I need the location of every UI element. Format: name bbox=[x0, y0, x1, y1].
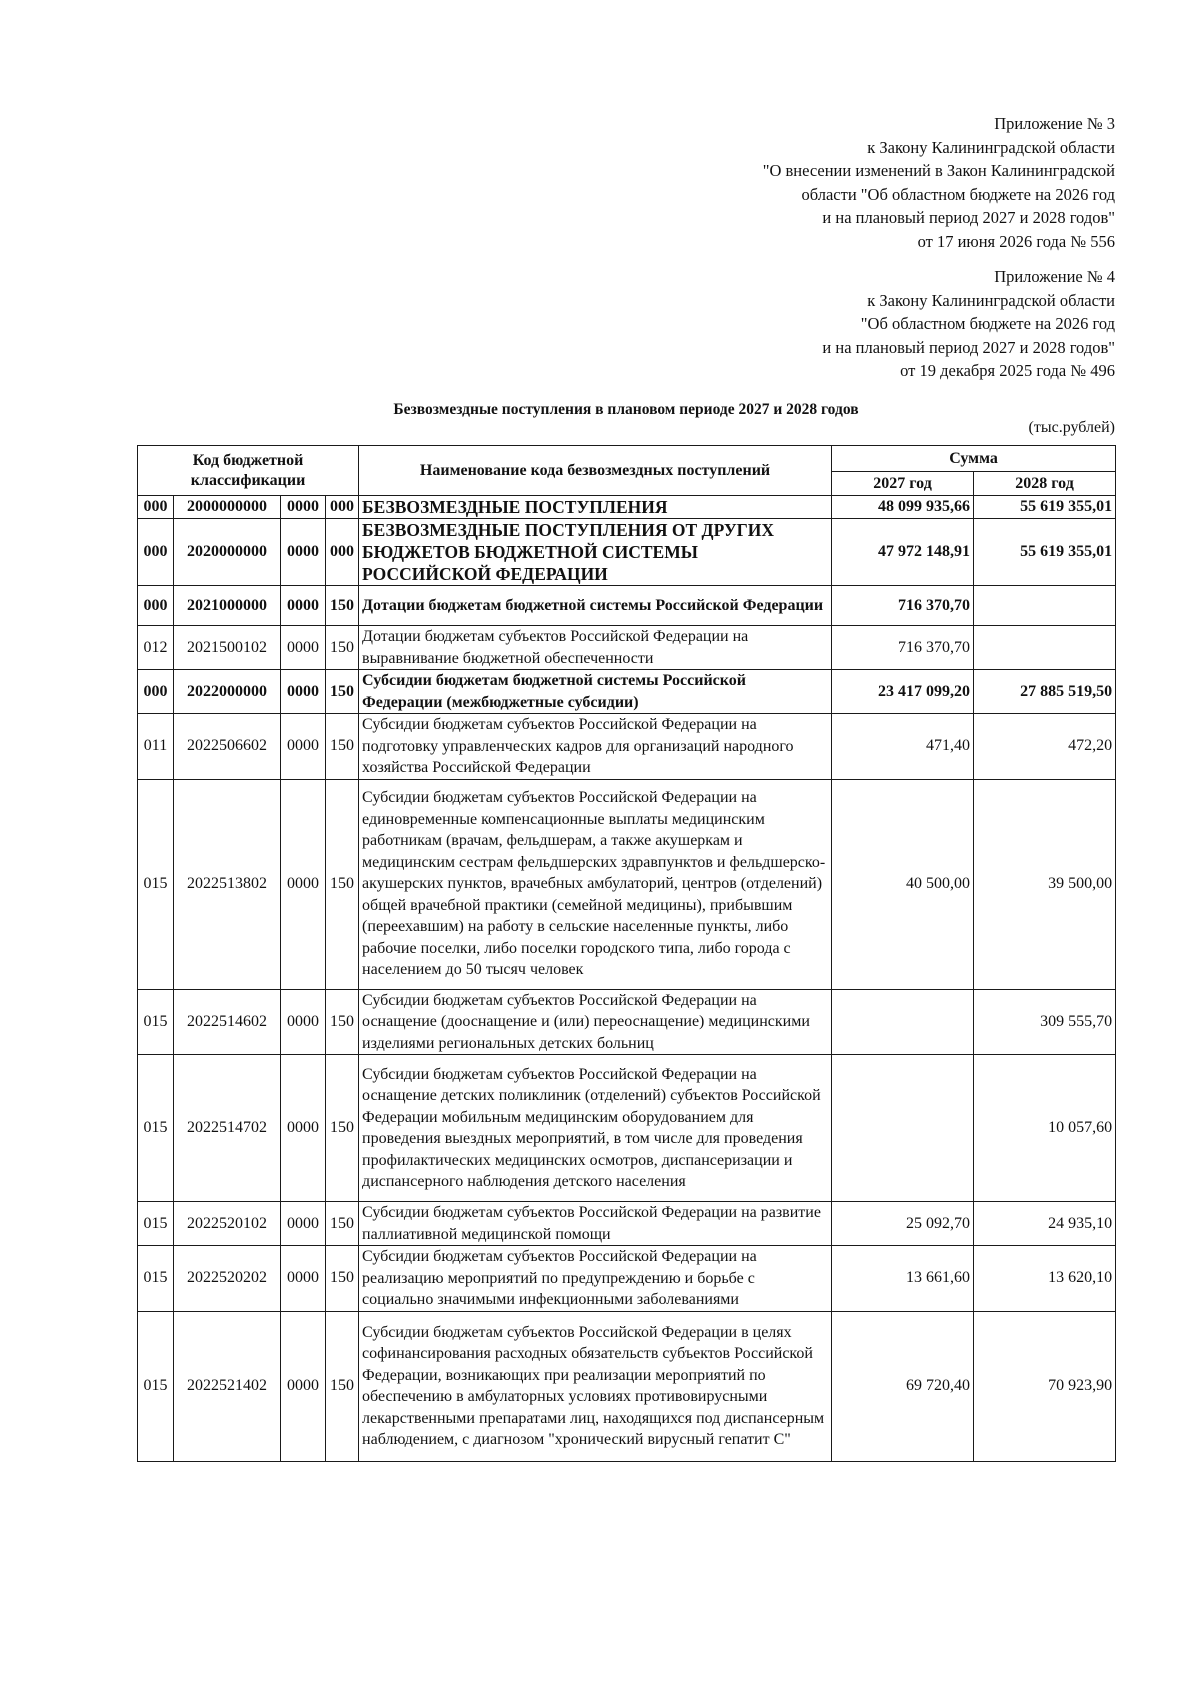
amount-2027-cell: 25 092,70 bbox=[832, 1202, 974, 1246]
table-row bbox=[138, 1202, 1116, 1246]
code-type-cell: 2022520102 bbox=[174, 1202, 281, 1246]
code-admin-cell: 000 bbox=[138, 519, 174, 586]
amount-2028-cell: 472,20 bbox=[974, 714, 1116, 780]
header-name: Наименование кода безвозмездных поступлений bbox=[359, 446, 832, 496]
amount-2028-cell: 13 620,10 bbox=[974, 1246, 1116, 1312]
amount-2027-cell: 23 417 099,20 bbox=[832, 670, 974, 714]
amount-2027-cell: 716 370,70 bbox=[832, 626, 974, 670]
code-admin-cell: 015 bbox=[138, 989, 174, 1055]
code-admin-cell: 000 bbox=[138, 670, 174, 714]
table-row bbox=[138, 1311, 1116, 1461]
code-econ-cell: 150 bbox=[326, 1246, 359, 1312]
amount-2027-cell: 471,40 bbox=[832, 714, 974, 780]
amount-2027-cell: 40 500,00 bbox=[832, 779, 974, 989]
amount-2028-cell: 55 619 355,01 bbox=[974, 496, 1116, 519]
name-cell: Субсидии бюджетам субъектов Российской Федерации на оснащение (дооснащение и (или) переоснащение) медицинскими изделиями региональных детских больниц bbox=[359, 989, 832, 1055]
header-sum: Сумма bbox=[832, 446, 1116, 472]
table-row bbox=[138, 519, 1116, 586]
code-admin-cell: 015 bbox=[138, 1055, 174, 1202]
code-econ-cell: 150 bbox=[326, 714, 359, 780]
name-cell: Субсидии бюджетам субъектов Российской Федерации на единовременные компенсационные выплаты медицинским работникам (врачам, фельдшерам, а также акушеркам и медицинским сестрам фельдшерских здравпунктов и фельдшерско-акушерских пунктов, врачебных амбулаторий, центров (отделений) общей врачебной практики (семейной медицины), прибывшим (переехавшим) на работу в сельские населенные пункты, либо рабочие поселки, либо поселки городского типа, либо города с населением до 50 тысяч человек bbox=[359, 779, 832, 989]
table-row bbox=[138, 779, 1116, 989]
code-econ-cell: 150 bbox=[326, 1055, 359, 1202]
annex-line: и на плановый период 2027 и 2028 годов" bbox=[822, 337, 1115, 357]
name-cell: БЕЗВОЗМЕЗДНЫЕ ПОСТУПЛЕНИЯ bbox=[359, 496, 832, 519]
code-type-cell: 2020000000 bbox=[174, 519, 281, 586]
code-type-cell: 2022520202 bbox=[174, 1246, 281, 1312]
code-program-cell: 0000 bbox=[281, 714, 326, 780]
code-program-cell: 0000 bbox=[281, 670, 326, 714]
table-row bbox=[138, 626, 1116, 670]
amount-2027-cell: 716 370,70 bbox=[832, 586, 974, 626]
annex-4-header bbox=[822, 265, 1115, 383]
annex-line: Приложение № 4 bbox=[994, 267, 1115, 286]
table-body bbox=[138, 496, 1116, 1462]
code-type-cell: 2022514702 bbox=[174, 1055, 281, 1202]
table-row bbox=[138, 1246, 1116, 1312]
annex-line: к Закону Калининградской области bbox=[867, 137, 1115, 157]
code-program-cell: 0000 bbox=[281, 496, 326, 519]
code-econ-cell: 150 bbox=[326, 626, 359, 670]
amount-2028-cell: 309 555,70 bbox=[974, 989, 1116, 1055]
annex-line: к Закону Калининградской области bbox=[867, 290, 1115, 310]
amount-2028-cell: 39 500,00 bbox=[974, 779, 1116, 989]
code-type-cell: 2000000000 bbox=[174, 496, 281, 519]
code-admin-cell: 015 bbox=[138, 1311, 174, 1461]
code-program-cell: 0000 bbox=[281, 519, 326, 586]
annex-line: "О внесении изменений в Закон Калининградской bbox=[762, 161, 1115, 180]
annex-line: Приложение № 3 bbox=[994, 114, 1115, 133]
code-admin-cell: 011 bbox=[138, 714, 174, 780]
annex-line: области "Об областном бюджете на 2026 год bbox=[801, 184, 1115, 204]
name-cell: Субсидии бюджетам субъектов Российской Федерации на реализацию мероприятий по предупреждению и борьбе с социально значимыми инфекционными заболеваниями bbox=[359, 1246, 832, 1312]
name-cell: Дотации бюджетам субъектов Российской Федерации на выравнивание бюджетной обеспеченности bbox=[359, 626, 832, 670]
header-2027: 2027 год bbox=[832, 472, 974, 496]
name-cell: Субсидии бюджетам бюджетной системы Российской Федерации (межбюджетные субсидии) bbox=[359, 670, 832, 714]
amount-2027-cell bbox=[832, 989, 974, 1055]
amount-2027-cell: 69 720,40 bbox=[832, 1311, 974, 1461]
amount-2028-cell: 27 885 519,50 bbox=[974, 670, 1116, 714]
name-cell: Субсидии бюджетам субъектов Российской Федерации на подготовку управленческих кадров для организаций народного хозяйства Российской Федерации bbox=[359, 714, 832, 780]
table-row bbox=[138, 1055, 1116, 1202]
code-type-cell: 2022506602 bbox=[174, 714, 281, 780]
code-type-cell: 2022521402 bbox=[174, 1311, 281, 1461]
code-admin-cell: 015 bbox=[138, 779, 174, 989]
amount-2027-cell: 13 661,60 bbox=[832, 1246, 974, 1312]
annex-line: и на плановый период 2027 и 2028 годов" bbox=[822, 208, 1115, 227]
units-label: (тыс.рублей) bbox=[1028, 419, 1115, 436]
annex-line: "Об областном бюджете на 2026 год bbox=[860, 314, 1115, 333]
table-row bbox=[138, 586, 1116, 626]
code-program-cell: 0000 bbox=[281, 779, 326, 989]
name-cell: Субсидии бюджетам субъектов Российской Федерации на развитие паллиативной медицинской помощи bbox=[359, 1202, 832, 1246]
code-type-cell: 2021500102 bbox=[174, 626, 281, 670]
code-program-cell: 0000 bbox=[281, 586, 326, 626]
amount-2028-cell: 70 923,90 bbox=[974, 1311, 1116, 1461]
code-program-cell: 0000 bbox=[281, 626, 326, 670]
annex-3-header bbox=[763, 112, 1115, 253]
code-type-cell: 2022513802 bbox=[174, 779, 281, 989]
code-program-cell: 0000 bbox=[281, 989, 326, 1055]
amount-2028-cell bbox=[974, 586, 1116, 626]
code-type-cell: 2021000000 bbox=[174, 586, 281, 626]
code-econ-cell: 150 bbox=[326, 586, 359, 626]
code-type-cell: 2022514602 bbox=[174, 989, 281, 1055]
budget-table bbox=[137, 445, 1116, 1462]
amount-2027-cell: 48 099 935,66 bbox=[832, 496, 974, 519]
code-admin-cell: 015 bbox=[138, 1246, 174, 1312]
code-econ-cell: 150 bbox=[326, 1202, 359, 1246]
code-econ-cell: 150 bbox=[326, 670, 359, 714]
code-program-cell: 0000 bbox=[281, 1202, 326, 1246]
code-admin-cell: 012 bbox=[138, 626, 174, 670]
code-econ-cell: 150 bbox=[326, 779, 359, 989]
name-cell: Дотации бюджетам бюджетной системы Российской Федерации bbox=[359, 586, 832, 626]
table-row bbox=[138, 714, 1116, 780]
code-program-cell: 0000 bbox=[281, 1311, 326, 1461]
annex-line: от 19 декабря 2025 года № 496 bbox=[900, 361, 1115, 380]
amount-2028-cell: 55 619 355,01 bbox=[974, 519, 1116, 586]
document-title: Безвозмездные поступления в плановом периоде 2027 и 2028 годов bbox=[393, 401, 859, 418]
name-cell: Субсидии бюджетам субъектов Российской Федерации на оснащение детских поликлиник (отделений) субъектов Российской Федерации мобильным медицинским оборудованием для проведения выездных мероприятий, в том числе для проведения профилактических медицинских осмотров, диспансеризации и диспансерного наблюдения детского населения bbox=[359, 1055, 832, 1202]
name-cell: Субсидии бюджетам субъектов Российской Федерации в целях софинансирования расходных обязательств субъектов Российской Федерации, возникающих при реализации мероприятий по обеспечению в амбулаторных условиях противовирусными лекарственными препаратами лиц, находящихся под диспансерным наблюдением, с диагнозом "хронический вирусный гепатит С" bbox=[359, 1311, 832, 1461]
code-program-cell: 0000 bbox=[281, 1246, 326, 1312]
code-econ-cell: 150 bbox=[326, 1311, 359, 1461]
annex-line: от 17 июня 2026 года № 556 bbox=[917, 231, 1115, 251]
amount-2028-cell bbox=[974, 626, 1116, 670]
header-2028: 2028 год bbox=[974, 472, 1116, 496]
amount-2028-cell: 24 935,10 bbox=[974, 1202, 1116, 1246]
amount-2028-cell: 10 057,60 bbox=[974, 1055, 1116, 1202]
amount-2027-cell bbox=[832, 1055, 974, 1202]
code-admin-cell: 000 bbox=[138, 586, 174, 626]
name-cell: БЕЗВОЗМЕЗДНЫЕ ПОСТУПЛЕНИЯ ОТ ДРУГИХ БЮДЖЕТОВ БЮДЖЕТНОЙ СИСТЕМЫ РОССИЙСКОЙ ФЕДЕРАЦИИ bbox=[359, 519, 832, 586]
code-type-cell: 2022000000 bbox=[174, 670, 281, 714]
table-row bbox=[138, 496, 1116, 519]
code-econ-cell: 000 bbox=[326, 496, 359, 519]
table-row bbox=[138, 989, 1116, 1055]
code-econ-cell: 150 bbox=[326, 989, 359, 1055]
code-program-cell: 0000 bbox=[281, 1055, 326, 1202]
header-code: Код бюджетной классификации bbox=[138, 446, 359, 496]
code-admin-cell: 015 bbox=[138, 1202, 174, 1246]
amount-2027-cell: 47 972 148,91 bbox=[832, 519, 974, 586]
table-row bbox=[138, 670, 1116, 714]
code-admin-cell: 000 bbox=[138, 496, 174, 519]
code-econ-cell: 000 bbox=[326, 519, 359, 586]
